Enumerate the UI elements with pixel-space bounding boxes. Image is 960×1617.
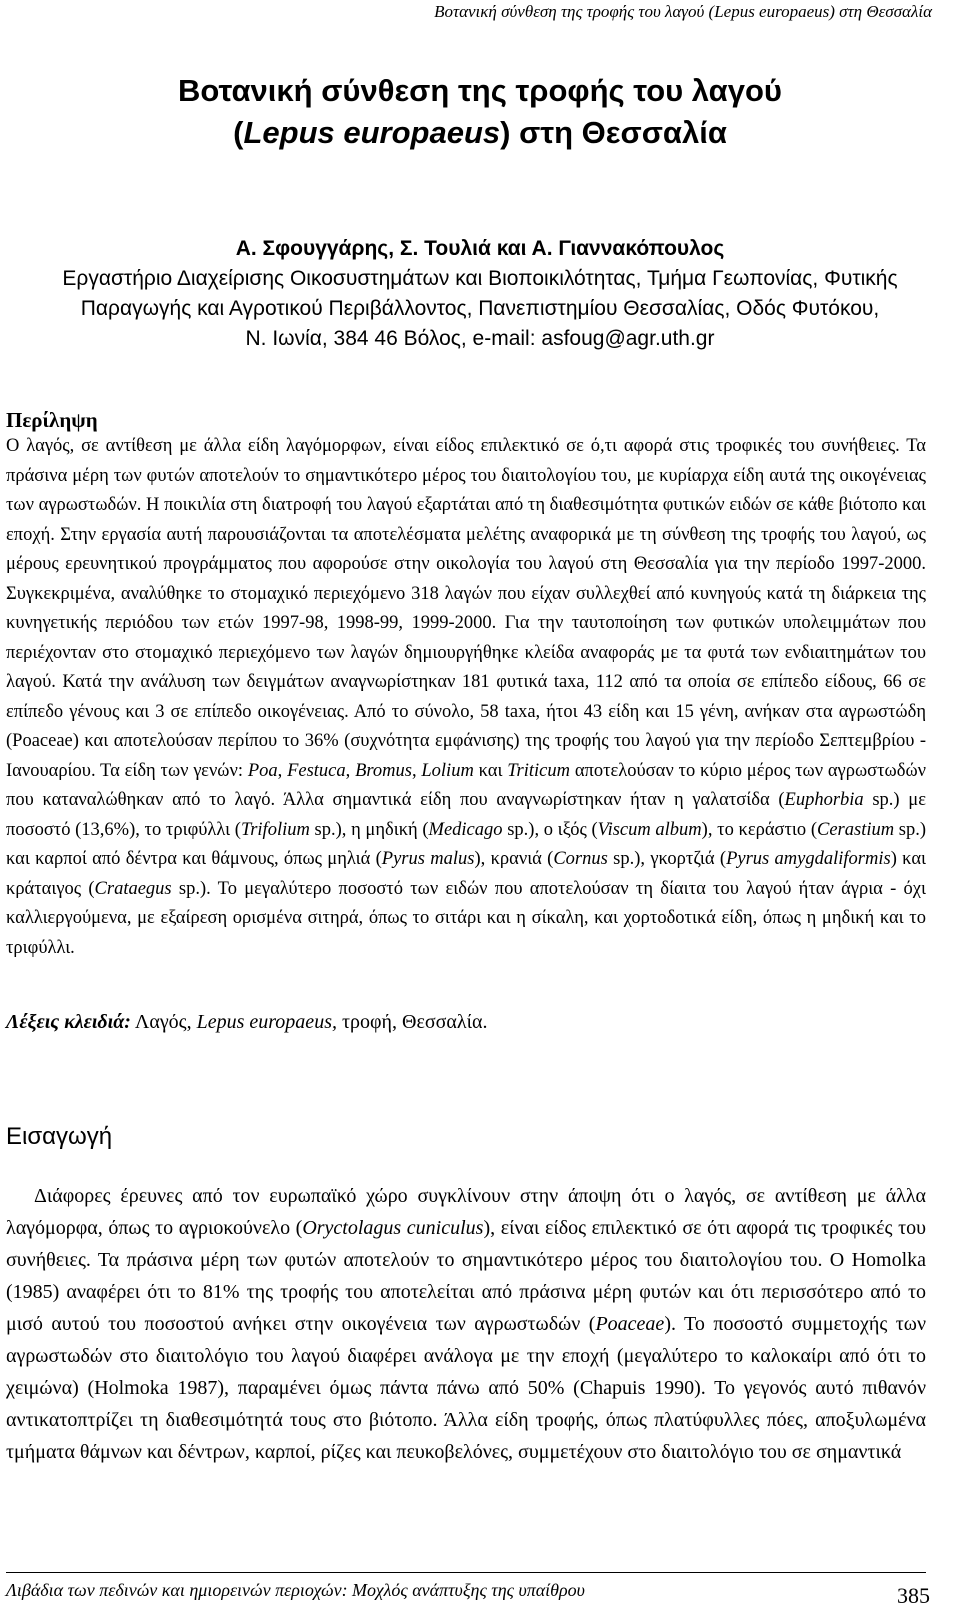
keywords-line (6, 1011, 487, 1034)
abstract-text: sp.), ο ιξός ( (502, 819, 598, 840)
abstract-text: sp.), η μηδική ( (309, 819, 429, 840)
abstract-genus-lolium: Lolium (421, 760, 474, 781)
abstract-text: sp.). Το μεγαλύτερο ποσοστό των ειδών που αποτελούσαν τη δίαιτα του λαγού ήταν άγρια - όχι καλλιεργούμενα, με εξαίρεση ορισμένα σιτηρά, όπως το σιτάρι και η σίκαλη, και χορτοδοτικά είδη, όπως η μηδική και το τριφύλλι. (6, 878, 926, 958)
abstract-species-pyrus-amygdaliformis: Pyrus amygdaliformis (726, 849, 891, 869)
intro-text: Διάφορες έρευνες από τον ευρωπαϊκό χώρο συγκλίνουν στην άποψη ότι ο λαγός, σε αντίθεση με άλλα λαγόμορφα, όπως το αγριοκούνελο ( (6, 1185, 926, 1239)
abstract-text: και (473, 760, 508, 781)
abstract-text: αποτελούσαν το κύριο μέρος των αγρωστωδών που καταναλώθηκαν από το λαγό. Άλλα σημαντικά είδη που αναγνωρίστηκαν ήταν η γαλατσίδα ( (6, 760, 926, 810)
abstract-genus-bromus: Bromus (355, 760, 412, 781)
abstract-text: , (345, 760, 356, 781)
abstract-genus-euphorbia: Euphorbia (784, 790, 864, 810)
title-line-1: Βοτανική σύνθεση της τροφής του λαγού (178, 73, 782, 108)
paper-title (0, 70, 960, 154)
introduction-body (6, 1180, 926, 1468)
abstract-text: sp.), γκορτζιά ( (607, 849, 727, 869)
affiliation-line-2: Παραγωγής και Αγροτικού Περιβάλλοντος, Πανεπιστημίου Θεσσαλίας, Οδός Φυτόκου, (80, 297, 880, 320)
keywords-text: τροφή, Θεσσαλία. (336, 1011, 488, 1033)
author-names: Α. Σφουγγάρης, Σ. Τουλιά και Α. Γιαννακόπουλος (235, 237, 725, 260)
abstract-genus-crataegus: Crataegus (94, 878, 172, 899)
abstract-text: ) και κράταιγος ( (6, 849, 926, 899)
abstract-text: sp.) με ποσοστό (13,6%), το τριφύλλι ( (6, 790, 926, 840)
intro-text: ), είναι είδος επιλεκτικό σε ότι αφορά τις τροφικές του συνήθειες. Τα πράσινα μέρη των φυτών αποτελούν το σημαντικότερο μέρος του διαιτολογίου του. Ο Homolka (1985) αναφέρει ότι το 81% της τροφής του αποτελείται από πράσινα μέρη φυτών και ότι περισσότερο από το μισό αυτού του ποσοστού ανήκει στην οικογένεια των αγρωστωδών ( (6, 1217, 927, 1335)
footer-divider (6, 1572, 926, 1573)
abstract-genus-medicago: Medicago (428, 819, 503, 840)
abstract-body (6, 432, 926, 963)
abstract-text: sp.) και καρποί από δέντρα και θάμνους, όπως μηλιά ( (6, 819, 927, 869)
abstract-genus-poa: Poa (247, 760, 278, 781)
title-species-name: Lepus europaeus (243, 115, 501, 150)
keywords-text: Λαγός, (130, 1011, 197, 1033)
intro-family-poaceae: Poaceae (595, 1313, 665, 1335)
abstract-genus-trifolium: Trifolium (240, 819, 310, 840)
abstract-text: , (277, 760, 288, 781)
intro-species-oryctolagus: Oryctolagus cuniculus (302, 1217, 484, 1239)
authors-block (0, 234, 960, 354)
keywords-label: Λέξεις κλειδιά: (6, 1011, 131, 1033)
running-head: Βοτανική σύνθεση της τροφής του λαγού (Lepus europaeus) στη Θεσσαλία (434, 2, 932, 21)
abstract-text: Ο λαγός, σε αντίθεση με άλλα είδη λαγόμορφων, είναι είδος επιλεκτικό σε ό,τι αφορά στις τροφικές του συνήθειες. Τα πράσινα μέρη των φυτών αποτελούν το σημαντικότερο μέρος του διαιτολογίου του, με κυρίαρχα είδη αυτά της οικογένειας των αγρωστωδών. Η ποικιλία στη διατροφή του λαγού εξαρτάται από τη διαθεσιμότητα φυτικών ειδών σε κάθε βιότοπο και εποχή. Στην εργασία αυτή παρουσιάζονται τα αποτελέσματα μελέτης αναφορικά με τη σύνθεση της τροφής του λαγού, ως μέρους ερευνητικού προγράμματος που αφορούσε στην οικολογία του λαγού στη Θεσσαλία για την περίοδο 1997-2000. Συγκεκριμένα, αναλύθηκε το στομαχικό περιεχόμενο 318 λαγών που είχαν συλλεχθεί από κυνηγούς κατά τη διάρκεια της κυνηγετικής περιόδου των ετών 1997-98, 1998-99, 1999-2000. Για την ταυτοποίηση των φυτικών υπολειμμάτων που περιέχονταν στο στομαχικό περιεχόμενο των λαγών δημιουργήθηκε κλείδα αναφοράς με τα φυτά των ενδιαιτημάτων του λαγού. Κατά την ανάλυση των δειγμάτων αναγνωρίστηκαν 181 φυτικά taxa, 112 από τα οποία σε επίπεδο είδους, 66 σε επίπεδο γένους και 3 σε επίπεδο οικογένειας. Από το σύνολο, 58 taxa, ήτοι 43 είδη και 15 γένη, ανήκαν στα αγρωστώδη (Poaceae) και αποτελούσαν περίπου το 36% (συχνότητα εμφάνισης) της τροφής του λαγού για την περίοδο Σεπτεμβρίου - Ιανουαρίου. Τα είδη των γενών: (6, 436, 926, 781)
abstract-species-pyrus-malus: Pyrus malus (381, 849, 475, 869)
abstract-species-viscum: Viscum album (597, 819, 702, 840)
title-line-2 (0, 112, 960, 154)
abstract-text: ), το κεράστιο ( (701, 819, 817, 840)
introduction-heading: Εισαγωγή (6, 1123, 113, 1150)
abstract-genus-cornus: Cornus (553, 849, 608, 869)
keywords-species: Lepus europaeus, (196, 1011, 337, 1033)
abstract-genus-cerastium: Cerastium (817, 819, 895, 840)
abstract-genus-triticum: Triticum (507, 760, 570, 781)
abstract-heading: Περίληψη (6, 408, 98, 432)
page-number: 385 (897, 1583, 930, 1608)
affiliation-line-1: Εργαστήριο Διαχείρισης Οικοσυστημάτων και Βιοποικιλότητας, Τμήμα Γεωπονίας, Φυτικής (62, 267, 898, 290)
title-close: ) στη Θεσσαλία (500, 115, 727, 150)
abstract-text: ), κρανιά ( (474, 849, 554, 869)
footer-title: Λιβάδια των πεδινών και ημιορεινών περιοχών: Μοχλός ανάπτυξης της υπαίθρου (6, 1580, 585, 1600)
affiliation-line-3: Ν. Ιωνία, 384 46 Βόλος, e-mail: asfoug@agr.uth.gr (245, 327, 715, 350)
abstract-text: , (411, 760, 422, 781)
title-open-paren: ( (233, 115, 244, 150)
abstract-genus-festuca: Festuca (287, 760, 346, 781)
intro-text: ). Το ποσοστό συμμετοχής των αγρωστωδών στο διαιτολόγιο του λαγού διαφέρει ανάλογα με την εποχή (μεγαλύτερο το καλοκαίρι από ότι το χειμώνα) (Holmoka 1987), παραμένει όμως πάντα πάνω από 50% (Chapuis 1990). Το γεγονός αυτό πιθανόν αντικατοπτρίζει τη διαθεσιμότητά τους στο βιότοπο. Άλλα είδη τροφής, όπως πλατύφυλλες πόες, αποξυλωμένα τμήματα θάμνων και δέντρων, καρποί, ρίζες και πευκοβελόνες, συμμετέχουν στο διαιτολόγιο του σε σημαντικά (6, 1313, 926, 1463)
